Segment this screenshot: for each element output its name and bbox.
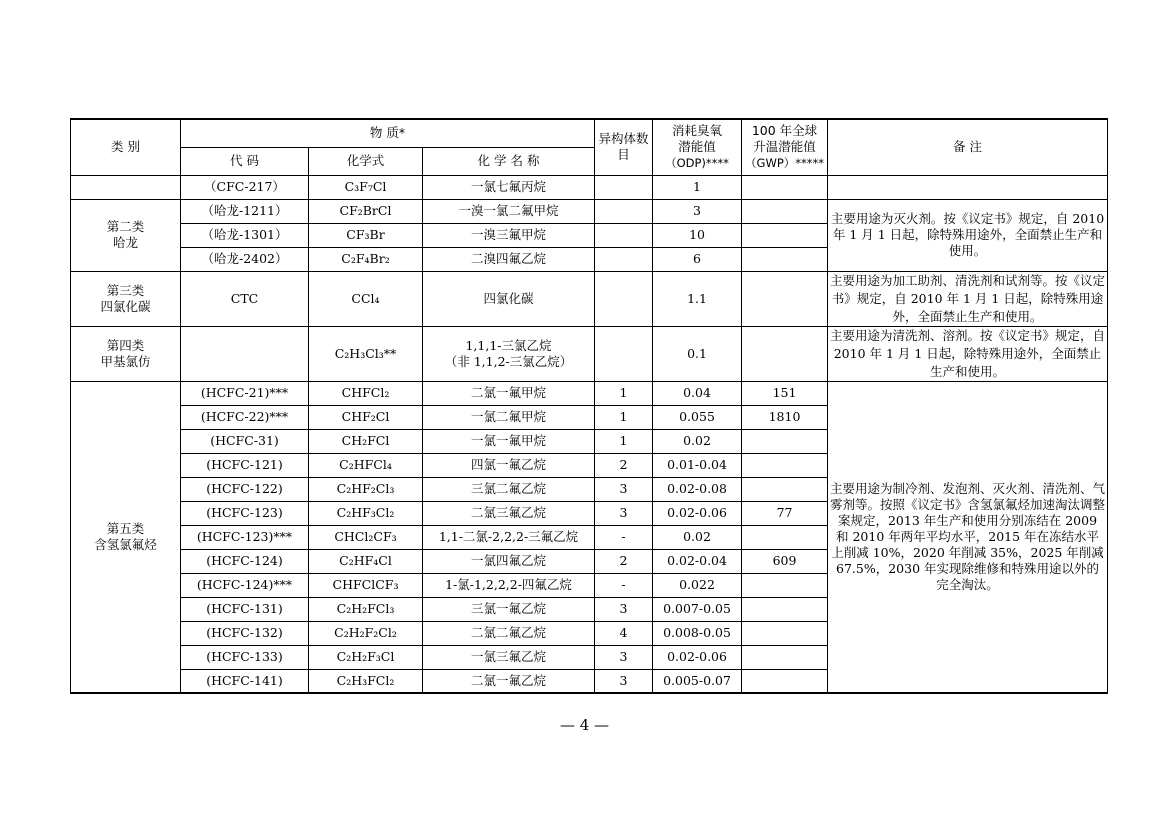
header-gwp-line3: （GWP）***** [745,156,824,171]
formula-cell: C₂HF₄Cl [309,549,423,573]
isomer-cell [595,326,653,381]
header-odp-line2: 潜能值 [678,139,716,155]
header-code: 代 码 [181,147,309,175]
odp-cell: 0.007-0.05 [653,597,742,621]
name-cell [423,326,595,381]
gwp-cell [742,326,828,381]
odp-cell: 0.02-0.08 [653,477,742,501]
formula-cell: C₃F₇Cl [309,175,423,199]
category-label: 第二类 [106,219,145,234]
formula-cell: C₂H₃FCl₂ [309,669,423,693]
category-label: 第三类 [106,282,145,298]
isomer-cell [595,247,653,271]
gwp-cell [742,645,828,669]
table-row [71,271,1108,326]
note-cell [828,175,1108,199]
code-cell: (HCFC-131) [181,597,309,621]
odp-cell: 0.04 [653,381,742,405]
header-remarks: 备 注 [828,119,1108,175]
header-isomers: 异构体数目 [595,119,653,175]
gwp-cell [742,271,828,326]
isomer-cell: 4 [595,621,653,645]
code-cell: (HCFC-21)*** [181,381,309,405]
gwp-cell [742,199,828,223]
page-number: — 4 — [559,716,610,734]
name-cell: 一氯二氟甲烷 [423,405,595,429]
header-substance: 物 质* [181,119,595,147]
header-category: 类 别 [71,119,181,175]
name-line2: （非 1,1,2-三氯乙烷） [444,353,573,369]
header-gwp-line1: 100 年全球 [751,123,818,139]
formula-cell: C₂HFCl₄ [309,453,423,477]
gwp-cell [742,453,828,477]
category-sublabel: 哈龙 [112,235,138,250]
name-cell: 二氯一氟甲烷 [423,381,595,405]
isomer-cell: 3 [595,669,653,693]
code-cell: （CFC-217） [181,175,309,199]
gwp-cell [742,429,828,453]
code-cell: (HCFC-132) [181,621,309,645]
odp-cell: 3 [653,199,742,223]
header-odp-line1: 消耗臭氧 [672,123,723,139]
gwp-cell [742,477,828,501]
code-cell: (HCFC-22)*** [181,405,309,429]
category-sublabel: 四氯化碳 [100,298,151,314]
isomer-cell [595,223,653,247]
odp-cell: 0.02 [653,429,742,453]
odp-cell: 0.02 [653,525,742,549]
category-cell-group5 [71,381,181,693]
odp-cell: 0.01-0.04 [653,453,742,477]
odp-cell: 1 [653,175,742,199]
code-cell: (HCFC-133) [181,645,309,669]
name-cell: 二氯一氟乙烷 [423,669,595,693]
odp-cell: 0.008-0.05 [653,621,742,645]
isomer-cell: 1 [595,381,653,405]
code-cell: (HCFC-123)*** [181,525,309,549]
category-cell-group4 [71,326,181,381]
header-chem-name: 化 学 名 称 [423,147,595,175]
name-cell: 1,1-二氯-2,2,2-三氟乙烷 [423,525,595,549]
category-cell-group2 [71,199,181,271]
gwp-cell: 1810 [742,405,828,429]
category-label: 第五类 [106,520,145,536]
note-cell-group2: 主要用途为灭火剂。按《议定书》规定，自 2010 年 1 月 1 日起，除特殊用途外，全面禁止生产和使用。 [828,199,1108,271]
odp-cell: 6 [653,247,742,271]
isomer-cell: 2 [595,549,653,573]
gwp-cell [742,223,828,247]
isomer-cell: - [595,573,653,597]
name-cell: 三氯二氟乙烷 [423,477,595,501]
gwp-cell [742,621,828,645]
formula-cell: C₂H₂FCl₃ [309,597,423,621]
gwp-cell [742,573,828,597]
code-cell: （哈龙-1211） [181,199,309,223]
name-cell: 二氯三氟乙烷 [423,501,595,525]
formula-cell: CF₂BrCl [309,199,423,223]
name-cell: 一氯三氟乙烷 [423,645,595,669]
odp-cell: 1.1 [653,271,742,326]
isomer-cell [595,199,653,223]
formula-cell: CHF₂Cl [309,405,423,429]
code-cell: CTC [181,271,309,326]
formula-cell: C₂H₂F₃Cl [309,645,423,669]
isomer-cell [595,271,653,326]
name-cell: 一溴三氟甲烷 [423,223,595,247]
isomer-cell: 3 [595,645,653,669]
isomer-cell: - [595,525,653,549]
gwp-cell [742,669,828,693]
category-cell-group3 [71,271,181,326]
name-cell: 一氯七氟丙烷 [423,175,595,199]
isomer-cell: 3 [595,501,653,525]
header-odp-line3: （ODP)**** [665,156,729,171]
table-row [71,381,1108,405]
name-cell: 二氯二氟乙烷 [423,621,595,645]
header-gwp [742,119,828,175]
formula-cell: CCl₄ [309,271,423,326]
code-cell: (HCFC-31) [181,429,309,453]
isomer-cell [595,175,653,199]
note-cell-group4: 主要用途为清洗剂、溶剂。按《议定书》规定，自 2010 年 1 月 1 日起，除特殊用途外，全面禁止生产和使用。 [828,326,1108,381]
odp-cell: 0.1 [653,326,742,381]
formula-cell: C₂HF₂Cl₃ [309,477,423,501]
category-sublabel: 甲基氯仿 [100,353,151,369]
gwp-cell: 151 [742,381,828,405]
category-label: 第四类 [106,337,145,353]
gwp-cell [742,175,828,199]
odp-cell: 0.02-0.06 [653,645,742,669]
header-gwp-line2: 升温潜能值 [753,139,816,155]
note-cell-group5: 主要用途为制冷剂、发泡剂、灭火剂、清洗剂、气雾剂等。按照《议定书》含氢氯氟烃加速淘汰调整案规定，2013 年生产和使用分别冻结在 2009 和 2010 年两年平均水平，2015 年在冻结水平上削减 10%，2020 年削减 35%，2025 年削减 67.5%，2030 年实现除维修和特殊用途以外的完全淘汰。 [828,381,1108,693]
formula-cell: C₂HF₃Cl₂ [309,501,423,525]
gwp-cell [742,597,828,621]
odp-cell: 0.02-0.04 [653,549,742,573]
gwp-cell [742,247,828,271]
table-row [71,199,1108,223]
isomer-cell: 3 [595,477,653,501]
category-sublabel: 含氢氯氟烃 [94,536,157,552]
isomer-cell: 3 [595,597,653,621]
name-line1: 1,1,1-三氯乙烷 [465,337,552,353]
name-cell: 1-氯-1,2,2,2-四氟乙烷 [423,573,595,597]
odp-cell: 0.055 [653,405,742,429]
name-cell: 一氯四氟乙烷 [423,549,595,573]
formula-cell: C₂H₃Cl₃** [309,326,423,381]
name-cell: 四氯化碳 [423,271,595,326]
code-cell: (HCFC-141) [181,669,309,693]
odp-cell: 0.02-0.06 [653,501,742,525]
isomer-cell: 2 [595,453,653,477]
code-cell: （哈龙-2402） [181,247,309,271]
note-cell-group3: 主要用途为加工助剂、清洗剂和试剂等。按《议定书》规定，自 2010 年 1 月 1 日起，除特殊用途外，全面禁止生产和使用。 [828,271,1108,326]
odp-cell: 10 [653,223,742,247]
formula-cell: C₂H₂F₂Cl₂ [309,621,423,645]
gwp-cell [742,525,828,549]
code-cell: (HCFC-123) [181,501,309,525]
table-row [71,175,1108,199]
code-cell: （哈龙-1301） [181,223,309,247]
code-cell [181,326,309,381]
code-cell: (HCFC-124) [181,549,309,573]
code-cell: (HCFC-121) [181,453,309,477]
name-cell: 一氯一氟甲烷 [423,429,595,453]
gwp-cell: 609 [742,549,828,573]
formula-cell: CHFClCF₃ [309,573,423,597]
code-cell: (HCFC-124)*** [181,573,309,597]
formula-cell: C₂F₄Br₂ [309,247,423,271]
formula-cell: CHFCl₂ [309,381,423,405]
substances-table [70,118,1108,694]
table-row [71,326,1108,381]
name-cell: 一溴一氯二氟甲烷 [423,199,595,223]
header-formula: 化学式 [309,147,423,175]
formula-cell: CHCl₂CF₃ [309,525,423,549]
odp-cell: 0.022 [653,573,742,597]
formula-cell: CH₂FCl [309,429,423,453]
name-cell: 二溴四氟乙烷 [423,247,595,271]
header-odp [653,119,742,175]
isomer-cell: 1 [595,429,653,453]
gwp-cell: 77 [742,501,828,525]
isomer-cell: 1 [595,405,653,429]
category-cell [71,175,181,199]
name-cell: 四氯一氟乙烷 [423,453,595,477]
code-cell: (HCFC-122) [181,477,309,501]
odp-cell: 0.005-0.07 [653,669,742,693]
name-cell: 三氯一氟乙烷 [423,597,595,621]
formula-cell: CF₃Br [309,223,423,247]
